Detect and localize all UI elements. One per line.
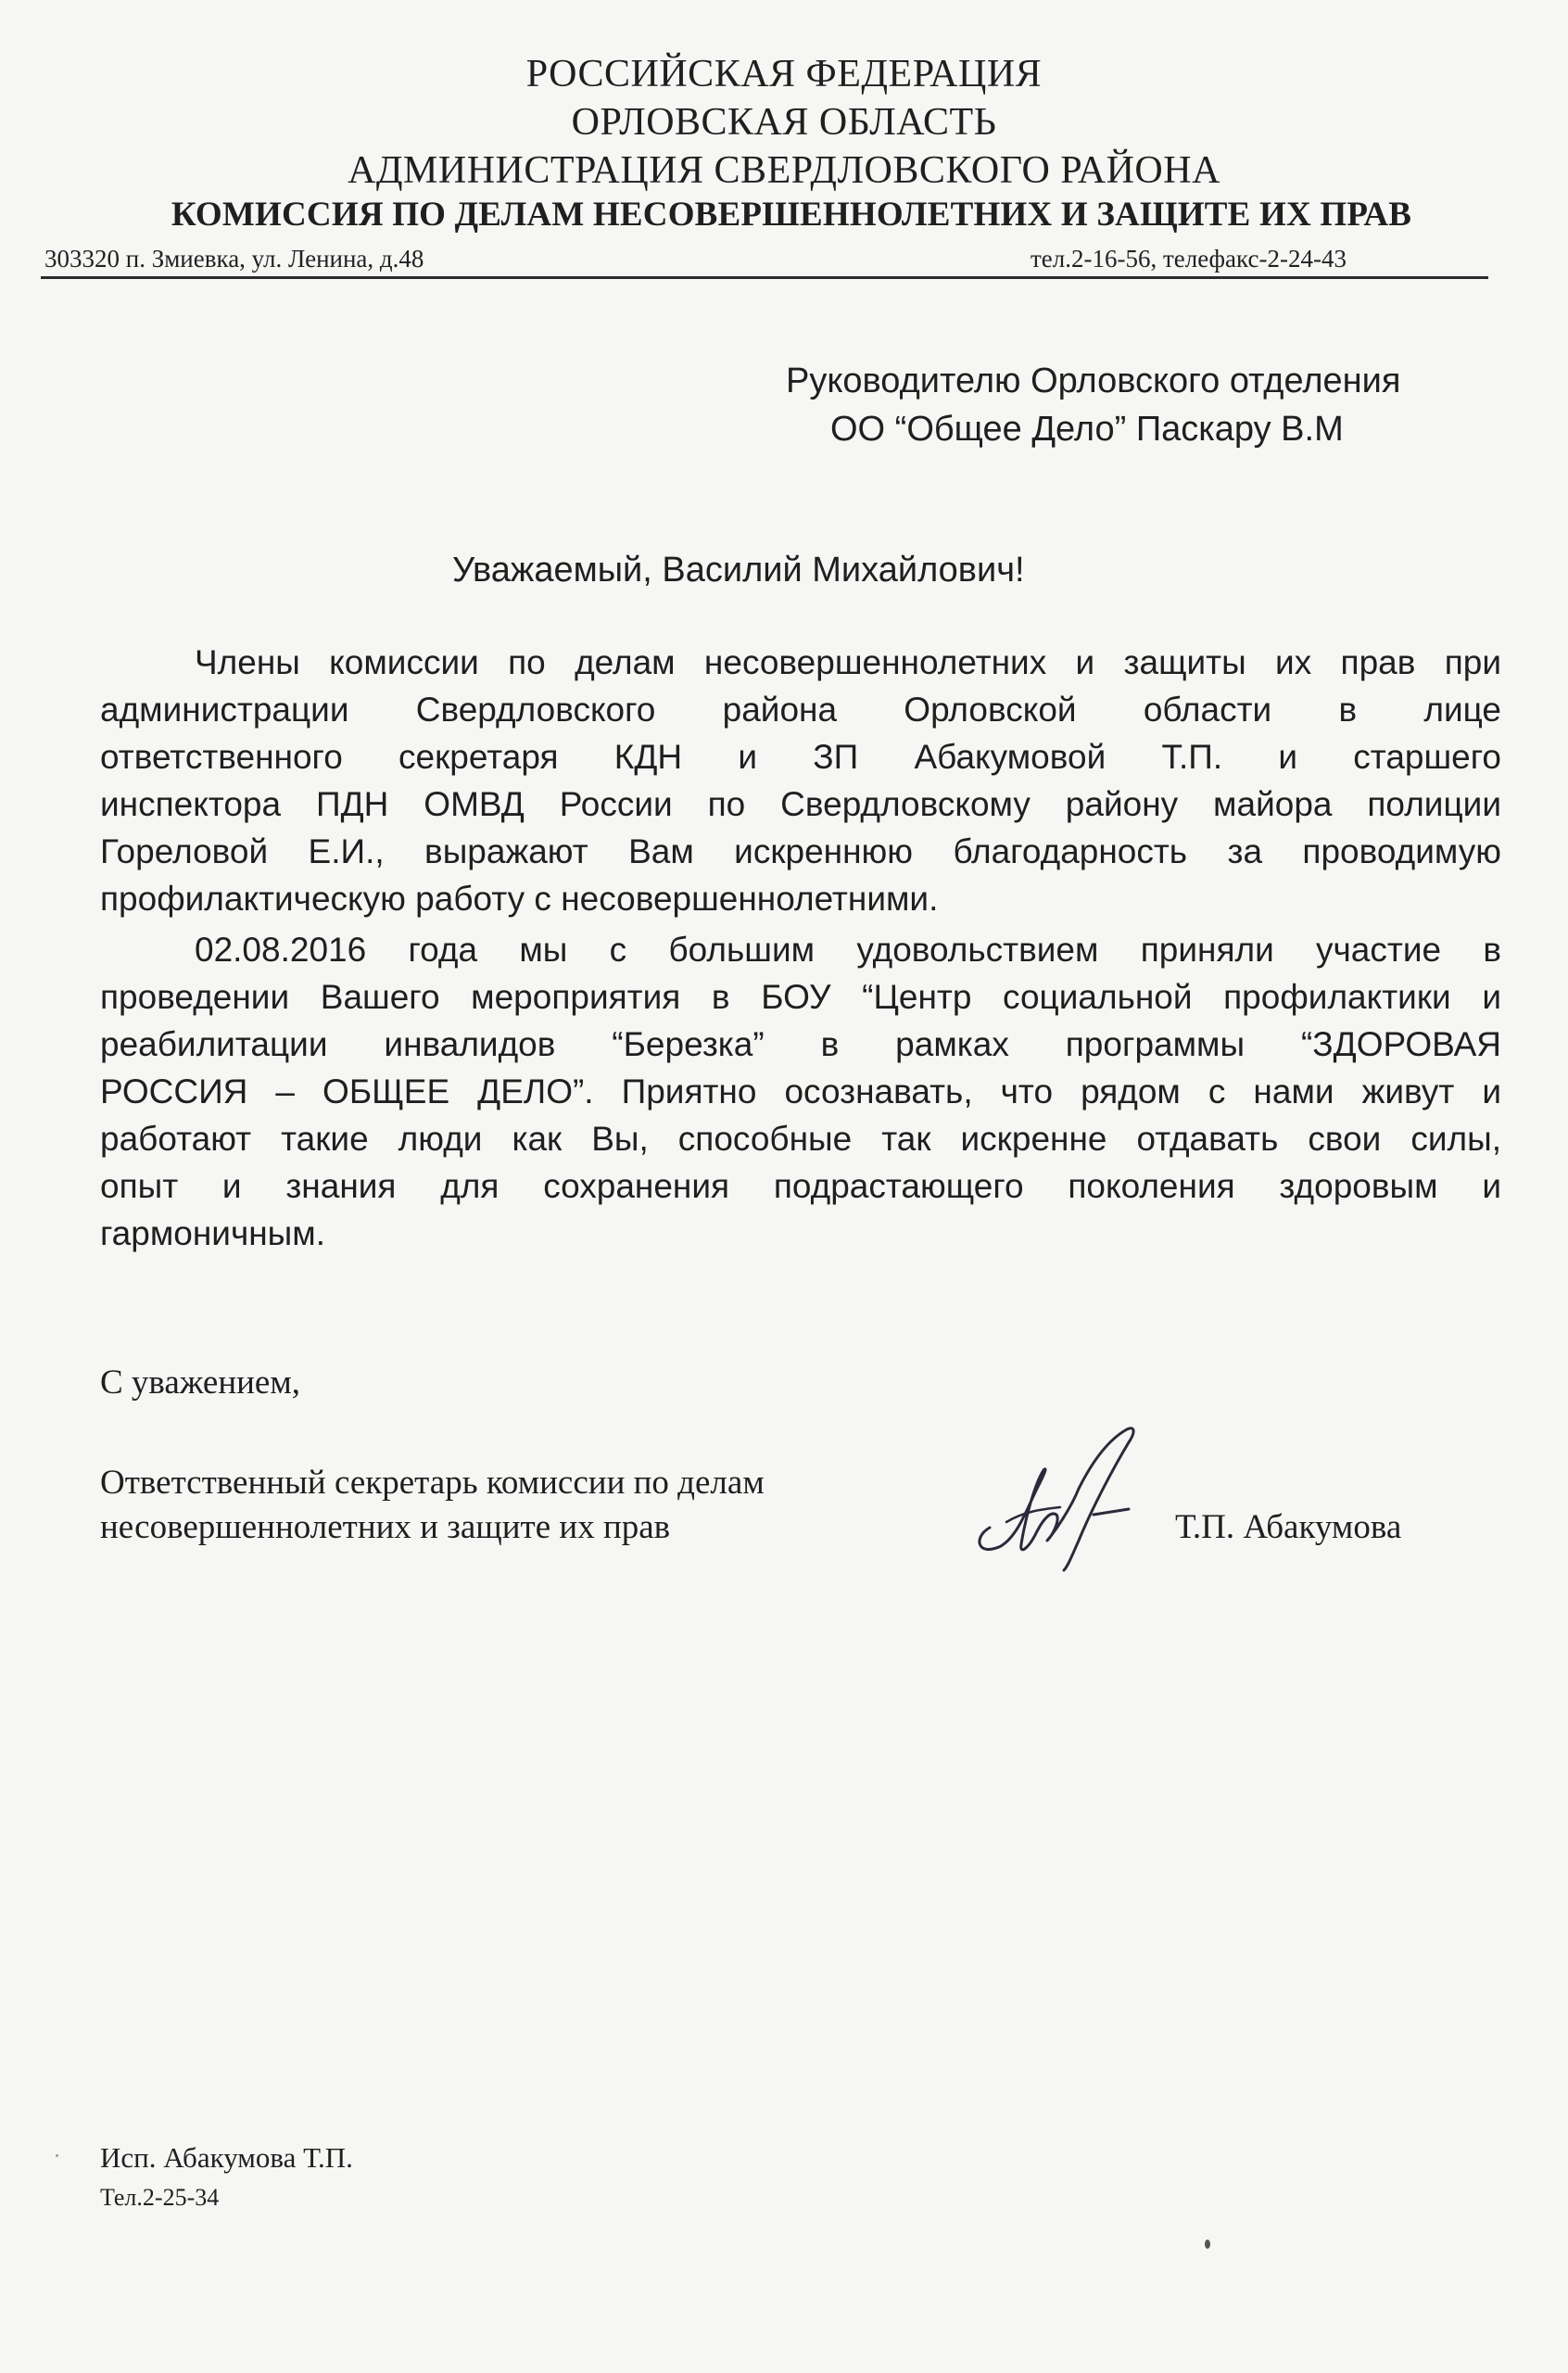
body-line: Члены комиссии по делам несовершеннолетних и защиты их прав при — [195, 643, 1501, 681]
body-line: Гореловой Е.И., выражают Вам искреннюю благодарность за проводимую — [100, 832, 1501, 870]
header-region: ОРЛОВСКАЯ ОБЛАСТЬ — [571, 101, 997, 144]
closing: С уважением, — [100, 1364, 301, 1402]
body-line: 02.08.2016 года мы с большим удовольствием приняли участие в — [195, 931, 1501, 969]
signatory-title-line-2: несовершеннолетних и защите их прав — [100, 1508, 671, 1546]
signatory-title-line-1: Ответственный секретарь комиссии по делам — [100, 1464, 765, 1502]
header-phones: тел.2-16-56, телефакс-2-24-43 — [1031, 245, 1347, 273]
header-address: 303320 п. Змиевка, ул. Ленина, д.48 — [44, 245, 424, 273]
addressee-line-2: ОО “Общее Дело” Паскару В.М — [830, 410, 1344, 449]
header-administration: АДМИНИСТРАЦИЯ СВЕРДЛОВСКОГО РАЙОНА — [348, 149, 1220, 192]
paper-speck — [56, 2154, 58, 2157]
executor-phone: Тел.2-25-34 — [100, 2184, 220, 2211]
body-line: инспектора ПДН ОМВД России по Свердловскому району майора полиции — [100, 785, 1501, 823]
salutation: Уважаемый, Василий Михайлович! — [452, 551, 1025, 590]
header-country: РОССИЙСКАЯ ФЕДЕРАЦИЯ — [525, 53, 1043, 95]
body-line: РОССИЯ – ОБЩЕЕ ДЕЛО”. Приятно осознавать, что рядом с нами живут и — [100, 1072, 1501, 1110]
handwritten-signature — [964, 1418, 1177, 1585]
body-line: работают такие люди как Вы, способные так искренне отдавать свои силы, — [100, 1120, 1501, 1158]
body-line: проведении Вашего мероприятия в БОУ “Центр социальной профилактики и — [100, 978, 1501, 1016]
body-line: опыт и знания для сохранения подрастающего поколения здоровым и — [100, 1167, 1501, 1205]
body-line: ответственного секретаря КДН и ЗП Абакумовой Т.П. и старшего — [100, 738, 1501, 776]
body-line: гармоничным. — [100, 1214, 325, 1252]
addressee-line-1: Руководителю Орловского отделения — [786, 362, 1401, 400]
paper-speck — [1205, 2240, 1210, 2249]
header-divider — [41, 276, 1488, 279]
body-line: реабилитации инвалидов “Березка” в рамках программы “ЗДОРОВАЯ — [100, 1025, 1501, 1063]
executor-name: Исп. Абакумова Т.П. — [100, 2141, 353, 2174]
signer-name: Т.П. Абакумова — [1175, 1508, 1402, 1546]
body-line: администрации Свердловского района Орловской области в лице — [100, 691, 1501, 729]
body-line: профилактическую работу с несовершеннолетними. — [100, 880, 939, 918]
header-commission: КОМИССИЯ ПО ДЕЛАМ НЕСОВЕРШЕННОЛЕТНИХ И ЗАЩИТЕ ИХ ПРАВ — [171, 196, 1412, 234]
